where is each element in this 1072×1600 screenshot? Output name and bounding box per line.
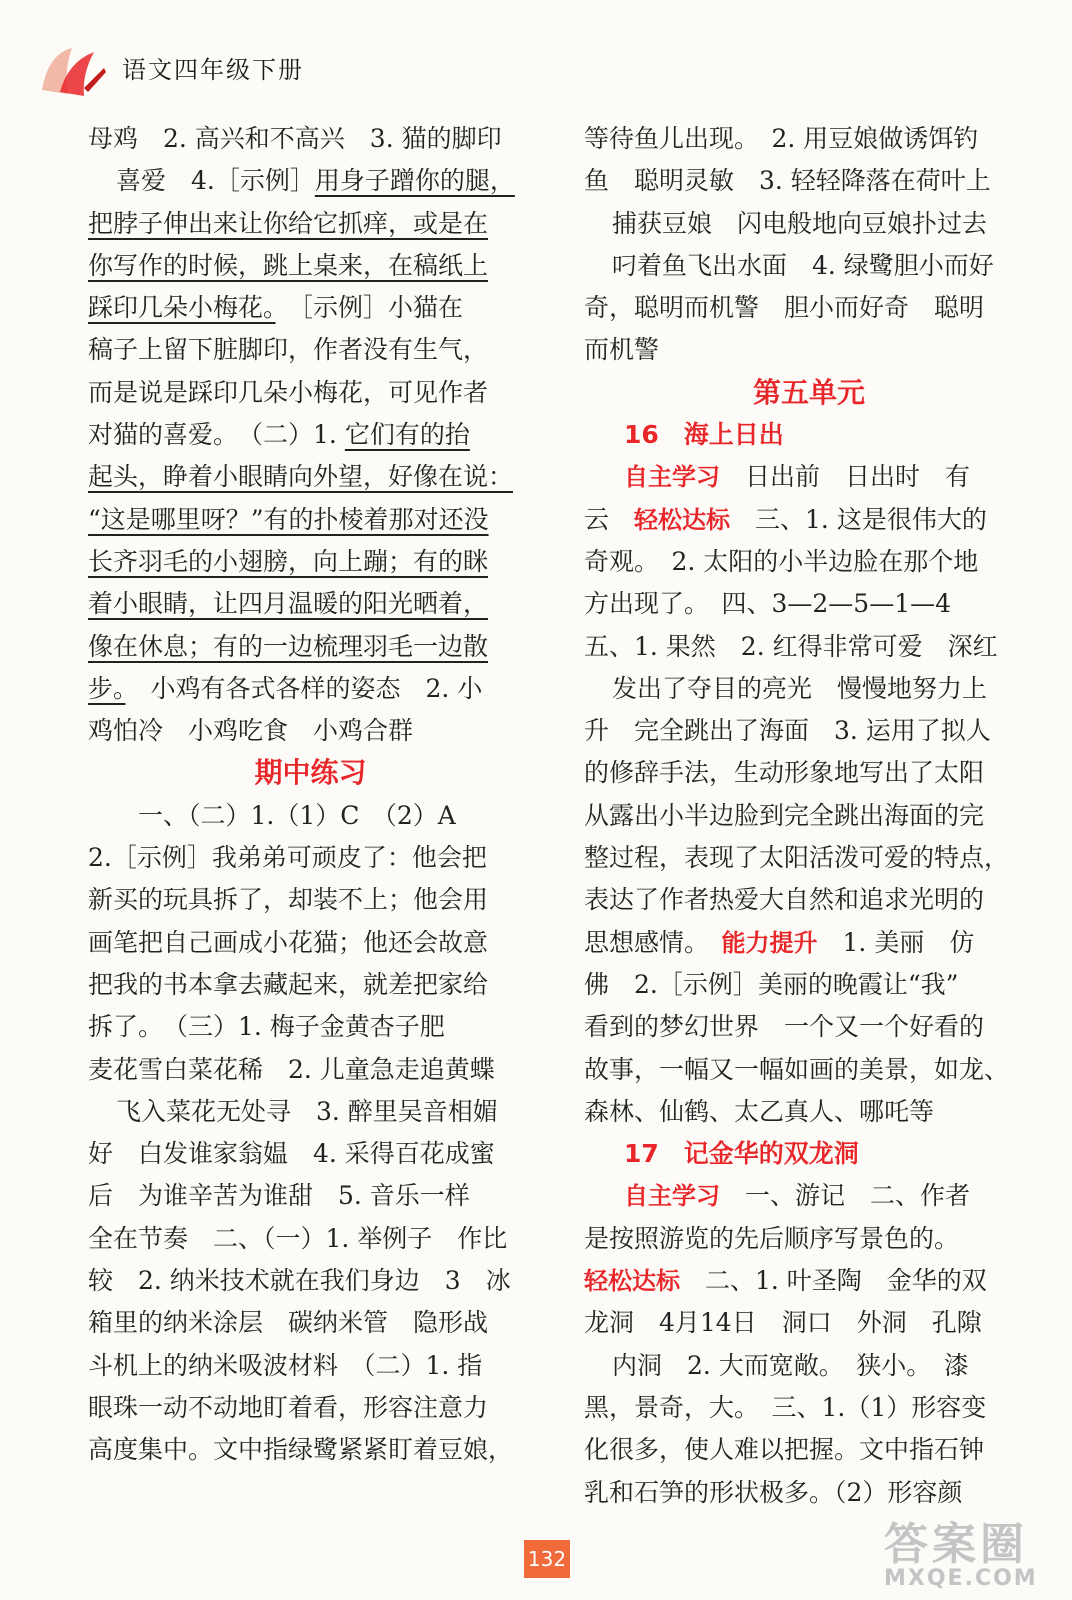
text-line: 像在休息；有的一边梳理羽毛一边散 <box>88 631 489 661</box>
text-line: 鱼 聪明灵敏 3. 轻轻降落在荷叶上 <box>584 166 991 196</box>
text-line: 稿子上留下脏脚印，作者没有生气， <box>88 335 489 365</box>
text-line: 升 完全跳出了海面 3. 运用了拟人 <box>584 716 991 746</box>
unit-heading: 第五单元 <box>752 375 865 409</box>
text-line: 自主学习 一、游记 二、作者 <box>624 1181 971 1211</box>
text-line: 眼珠一动不动地盯着看，形容注意力 <box>88 1392 489 1422</box>
section-heading: 期中练习 <box>254 756 367 790</box>
text-line: 着小眼睛，让四月温暖的阳光晒着， <box>88 589 489 619</box>
text-line: 叼着鱼飞出水面 4. 绿鹭胆小而好 <box>612 250 994 280</box>
text-line: 发出了夺目的亮光 慢慢地努力上 <box>612 673 988 703</box>
watermark-title: 答案圈 <box>884 1519 1028 1570</box>
book-title: 语文四年级下册 <box>122 56 304 84</box>
text-line: 你写作的时候，跳上桌来，在稿纸上 <box>88 250 489 280</box>
left-column <box>88 118 533 1472</box>
section-tag: 自主学习 <box>624 1182 720 1211</box>
text-line: 奇，聪明而机警 胆小而好奇 聪明 <box>584 293 985 323</box>
text-line: 森林、仙鹤、太乙真人、哪吒等 <box>584 1096 935 1126</box>
text-line: 喜爱 4.［示例］用身子蹭你的腿， <box>116 166 515 196</box>
section-tag: 轻松达标 <box>584 1267 680 1296</box>
text-line: 步。 小鸡有各式各样的姿态 2. 小 <box>88 673 483 703</box>
text-line: 奇观。 2. 太阳的小半边脸在那个地 <box>584 546 979 576</box>
text-line: 画笔把自己画成小花猫；他还会故意 <box>88 927 489 957</box>
text-line: 而是说是踩印几朵小梅花，可见作者 <box>88 377 489 407</box>
right-column <box>584 118 1034 1514</box>
text-line: 全在节奏 二、（一）1. 举例子 作比 <box>88 1223 508 1253</box>
text-line: 对猫的喜爱。 （二）1. 它们有的抬 <box>88 420 470 450</box>
text-line: 化很多，使人难以把握。文中指石钟 <box>584 1435 985 1465</box>
text-line: 内洞 2. 大而宽敞。 狭小。 漆 <box>612 1350 969 1380</box>
text-line: 踩印几朵小梅花。 ［示例］小猫在 <box>88 293 464 323</box>
text-line: 的修辞手法，生动形象地写出了太阳 <box>584 758 985 788</box>
text-line: 思想感情。 能力提升 1. 美丽 仿 <box>584 927 975 957</box>
text-line: 飞入菜花无处寻 3. 醉里吴音相媚 <box>116 1096 498 1126</box>
text-line: 麦花雪白菜花稀 2. 儿童急走追黄蝶 <box>88 1054 495 1084</box>
page-number: 132 <box>524 1540 570 1578</box>
text-line: 高度集中。文中指绿鹭紧紧盯着豆娘， <box>88 1435 514 1465</box>
text-line: 捕获豆娘 闪电般地向豆娘扑过去 <box>612 208 988 238</box>
text-line: 黑，景奇，大。 三、1.（1）形容变 <box>584 1392 987 1422</box>
text-line: 2.［示例］我弟弟可顽皮了：他会把 <box>88 843 487 873</box>
watermark-url: MXQE.COM <box>884 1566 1038 1591</box>
text-line: 把我的书本拿去藏起来，就差把家给 <box>88 969 489 999</box>
text-line: 好 白发谁家翁媪 4. 采得百花成蜜 <box>88 1139 495 1169</box>
lesson-title: 16 海上日出 <box>624 420 784 450</box>
page-header <box>38 40 338 100</box>
text-line: 起头，睁着小眼睛向外望，好像在说： <box>88 462 514 492</box>
text-line: 而机警 <box>584 335 660 365</box>
text-line: 五、1. 果然 2. 红得非常可爱 深红 <box>584 631 998 661</box>
text-line: 方出现了。 四、3—2—5—1—4 <box>584 589 952 619</box>
text-line: 拆了。 （三）1. 梅子金黄杏子肥 <box>88 1012 445 1042</box>
text-line: 斗机上的纳米吸波材料 （二）1. 指 <box>88 1350 483 1380</box>
text-line: 龙洞 4月14日 洞口 外洞 孔隙 <box>584 1308 982 1338</box>
section-tag: 自主学习 <box>624 463 720 492</box>
text-line: 整过程，表现了太阳活泼可爱的特点， <box>584 843 1010 873</box>
section-tag: 能力提升 <box>721 928 818 957</box>
text-line: 较 2. 纳米技术就在我们身边 3 冰 <box>88 1266 511 1296</box>
text-line: 后 为谁辛苦为谁甜 5. 音乐一样 <box>88 1181 470 1211</box>
watermark <box>884 1508 1054 1594</box>
text-line: 是按照游览的先后顺序写景色的。 <box>584 1223 960 1253</box>
book-logo-icon <box>38 40 108 100</box>
text-line: 把脖子伸出来让你给它抓痒，或是在 <box>88 208 489 238</box>
text-line: 云 轻松达标 三、1. 这是很伟大的 <box>584 504 987 534</box>
text-line: 表达了作者热爱大自然和追求光明的 <box>584 885 985 915</box>
text-line: 故事，一幅又一幅如画的美景，如龙、 <box>584 1054 1010 1084</box>
text-line: 新买的玩具拆了，却装不上；他会用 <box>88 885 489 915</box>
text-line: 长齐羽毛的小翅膀，向上蹦；有的眯 <box>88 546 489 576</box>
lesson-title: 17 记金华的双龙洞 <box>624 1139 859 1169</box>
text-line: 箱里的纳米涂层 碳纳米管 隐形战 <box>88 1308 489 1338</box>
text-line: “这是哪里呀？”有的扑棱着那对还没 <box>88 504 489 534</box>
section-tag: 轻松达标 <box>634 505 731 534</box>
text-line: 看到的梦幻世界 一个又一个好看的 <box>584 1012 985 1042</box>
text-line: 母鸡 2. 高兴和不高兴 3. 猫的脚印 <box>88 124 502 153</box>
text-line: 从露出小半边脸到完全跳出海面的完 <box>584 800 985 830</box>
text-line: 鸡怕冷 小鸡吃食 小鸡合群 <box>88 716 414 746</box>
text-line: 一、（二）1.（1）C （2）A <box>138 800 456 830</box>
text-line: 乳和石笋的形状极多。（2）形容颜 <box>584 1477 963 1507</box>
text-line: 佛 2.［示例］美丽的晚霞让“我” <box>584 969 959 999</box>
text-line: 轻松达标 二、1. 叶圣陶 金华的双 <box>584 1266 987 1296</box>
text-line: 等待鱼儿出现。 2. 用豆娘做诱饵钓 <box>584 124 979 153</box>
text-line: 自主学习 日出前 日出时 有 <box>624 462 971 492</box>
